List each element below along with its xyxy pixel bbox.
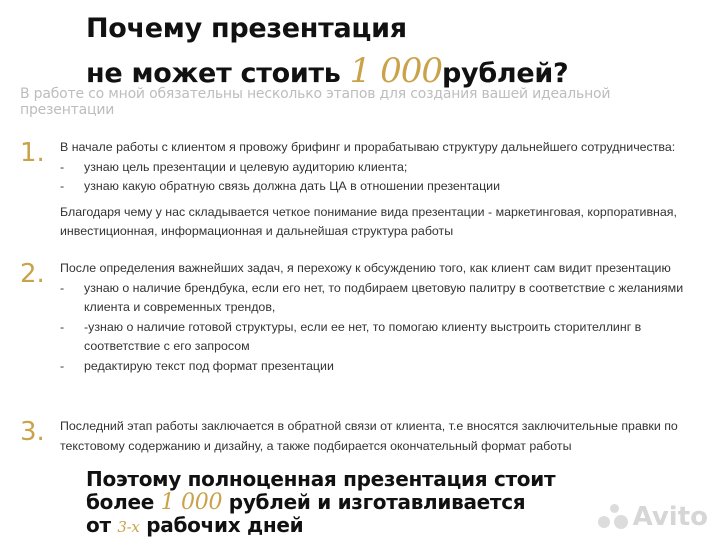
step-number: 3.	[20, 417, 45, 447]
list-item-text: узнаю цель презентации и целевую аудиторию клиента;	[84, 159, 408, 174]
list-item-text: редактирую текст под формат презентации	[84, 358, 334, 373]
footer-line-2-end: рублей и изготавливается	[222, 490, 526, 514]
step-body	[60, 138, 710, 242]
avito-logo-icon	[596, 502, 630, 532]
title-price: 1 000	[349, 51, 443, 91]
list-item: - узнаю какую обратную связь должна дать ЦА в отношении презентации	[60, 179, 501, 193]
watermark-text: Avito	[632, 502, 708, 532]
step-intro: В начале работы с клиентом я провожу брифинг и прорабатываю структуру дальнейшего сотрудничества:	[60, 140, 676, 154]
list-item: - -узнаю о наличие готовой структуры, если ее нет, то помогаю клиенту выстроить сторителлинг в соответствие с его запросом	[60, 319, 642, 353]
list-item: - узнаю о наличие брендбука, если его нет, то подбираем цветовую палитру в соответствие с желаниями клиента и современных трендов,	[60, 280, 684, 314]
footer-line-1: Поэтому полноценная презентация стоит	[86, 467, 556, 491]
list-item-text: узнаю какую обратную связь должна дать ЦА в отношении презентации	[84, 179, 501, 193]
avito-watermark	[596, 502, 708, 532]
footer-line-3-end: рабочих дней	[139, 513, 304, 537]
step-conclusion: Благодаря чему у нас складывается четкое понимание вида презентации - маркетинговая, корпоративная, инвестиционная, информационная и дальнейшая структура работы	[60, 204, 677, 238]
footer-days: 3-х	[117, 518, 140, 536]
list-item-text: узнаю о наличие брендбука, если его нет, то подбираем цветовую палитру в соответствие с желаниями клиента и современных трендов,	[84, 280, 684, 314]
footer-price: 1 000	[160, 490, 223, 515]
step-body	[60, 259, 710, 376]
list-item: - редактирую текст под формат презентации	[60, 358, 334, 373]
step-body	[60, 417, 710, 456]
list-item: - узнаю цель презентации и целевую аудиторию клиента;	[60, 159, 408, 174]
step-number: 1.	[20, 138, 45, 168]
step-number: 2.	[20, 259, 45, 289]
step-intro: После определения важнейших задач, я перехожу к обсуждению того, как клиент сам видит презентацию	[60, 261, 671, 275]
page-title	[86, 8, 706, 95]
list-item-text: -узнаю о наличие готовой структуры, если ее нет, то помогаю клиенту выстроить сторителлинг в соответствие с его запросом	[84, 319, 642, 353]
subtitle: В работе со мной обязательны несколько этапов для создания вашей идеальной презентации	[20, 86, 611, 118]
title-line-2-start: не может стоить	[86, 58, 350, 89]
title-line-1: Почему презентация	[86, 13, 407, 44]
footer-line-3-start: от	[86, 513, 118, 537]
step-intro: Последний этап работы заключается в обратной связи от клиента, т.е вносятся заключительные правки по текстовому содержанию и дизайну, а также подбирается окончательный формат работы	[60, 419, 678, 453]
step-bullets	[60, 158, 710, 197]
title-line-2-end: рублей?	[442, 58, 569, 89]
step-bullets	[60, 279, 710, 377]
footer-line-2-start: более	[86, 490, 161, 514]
